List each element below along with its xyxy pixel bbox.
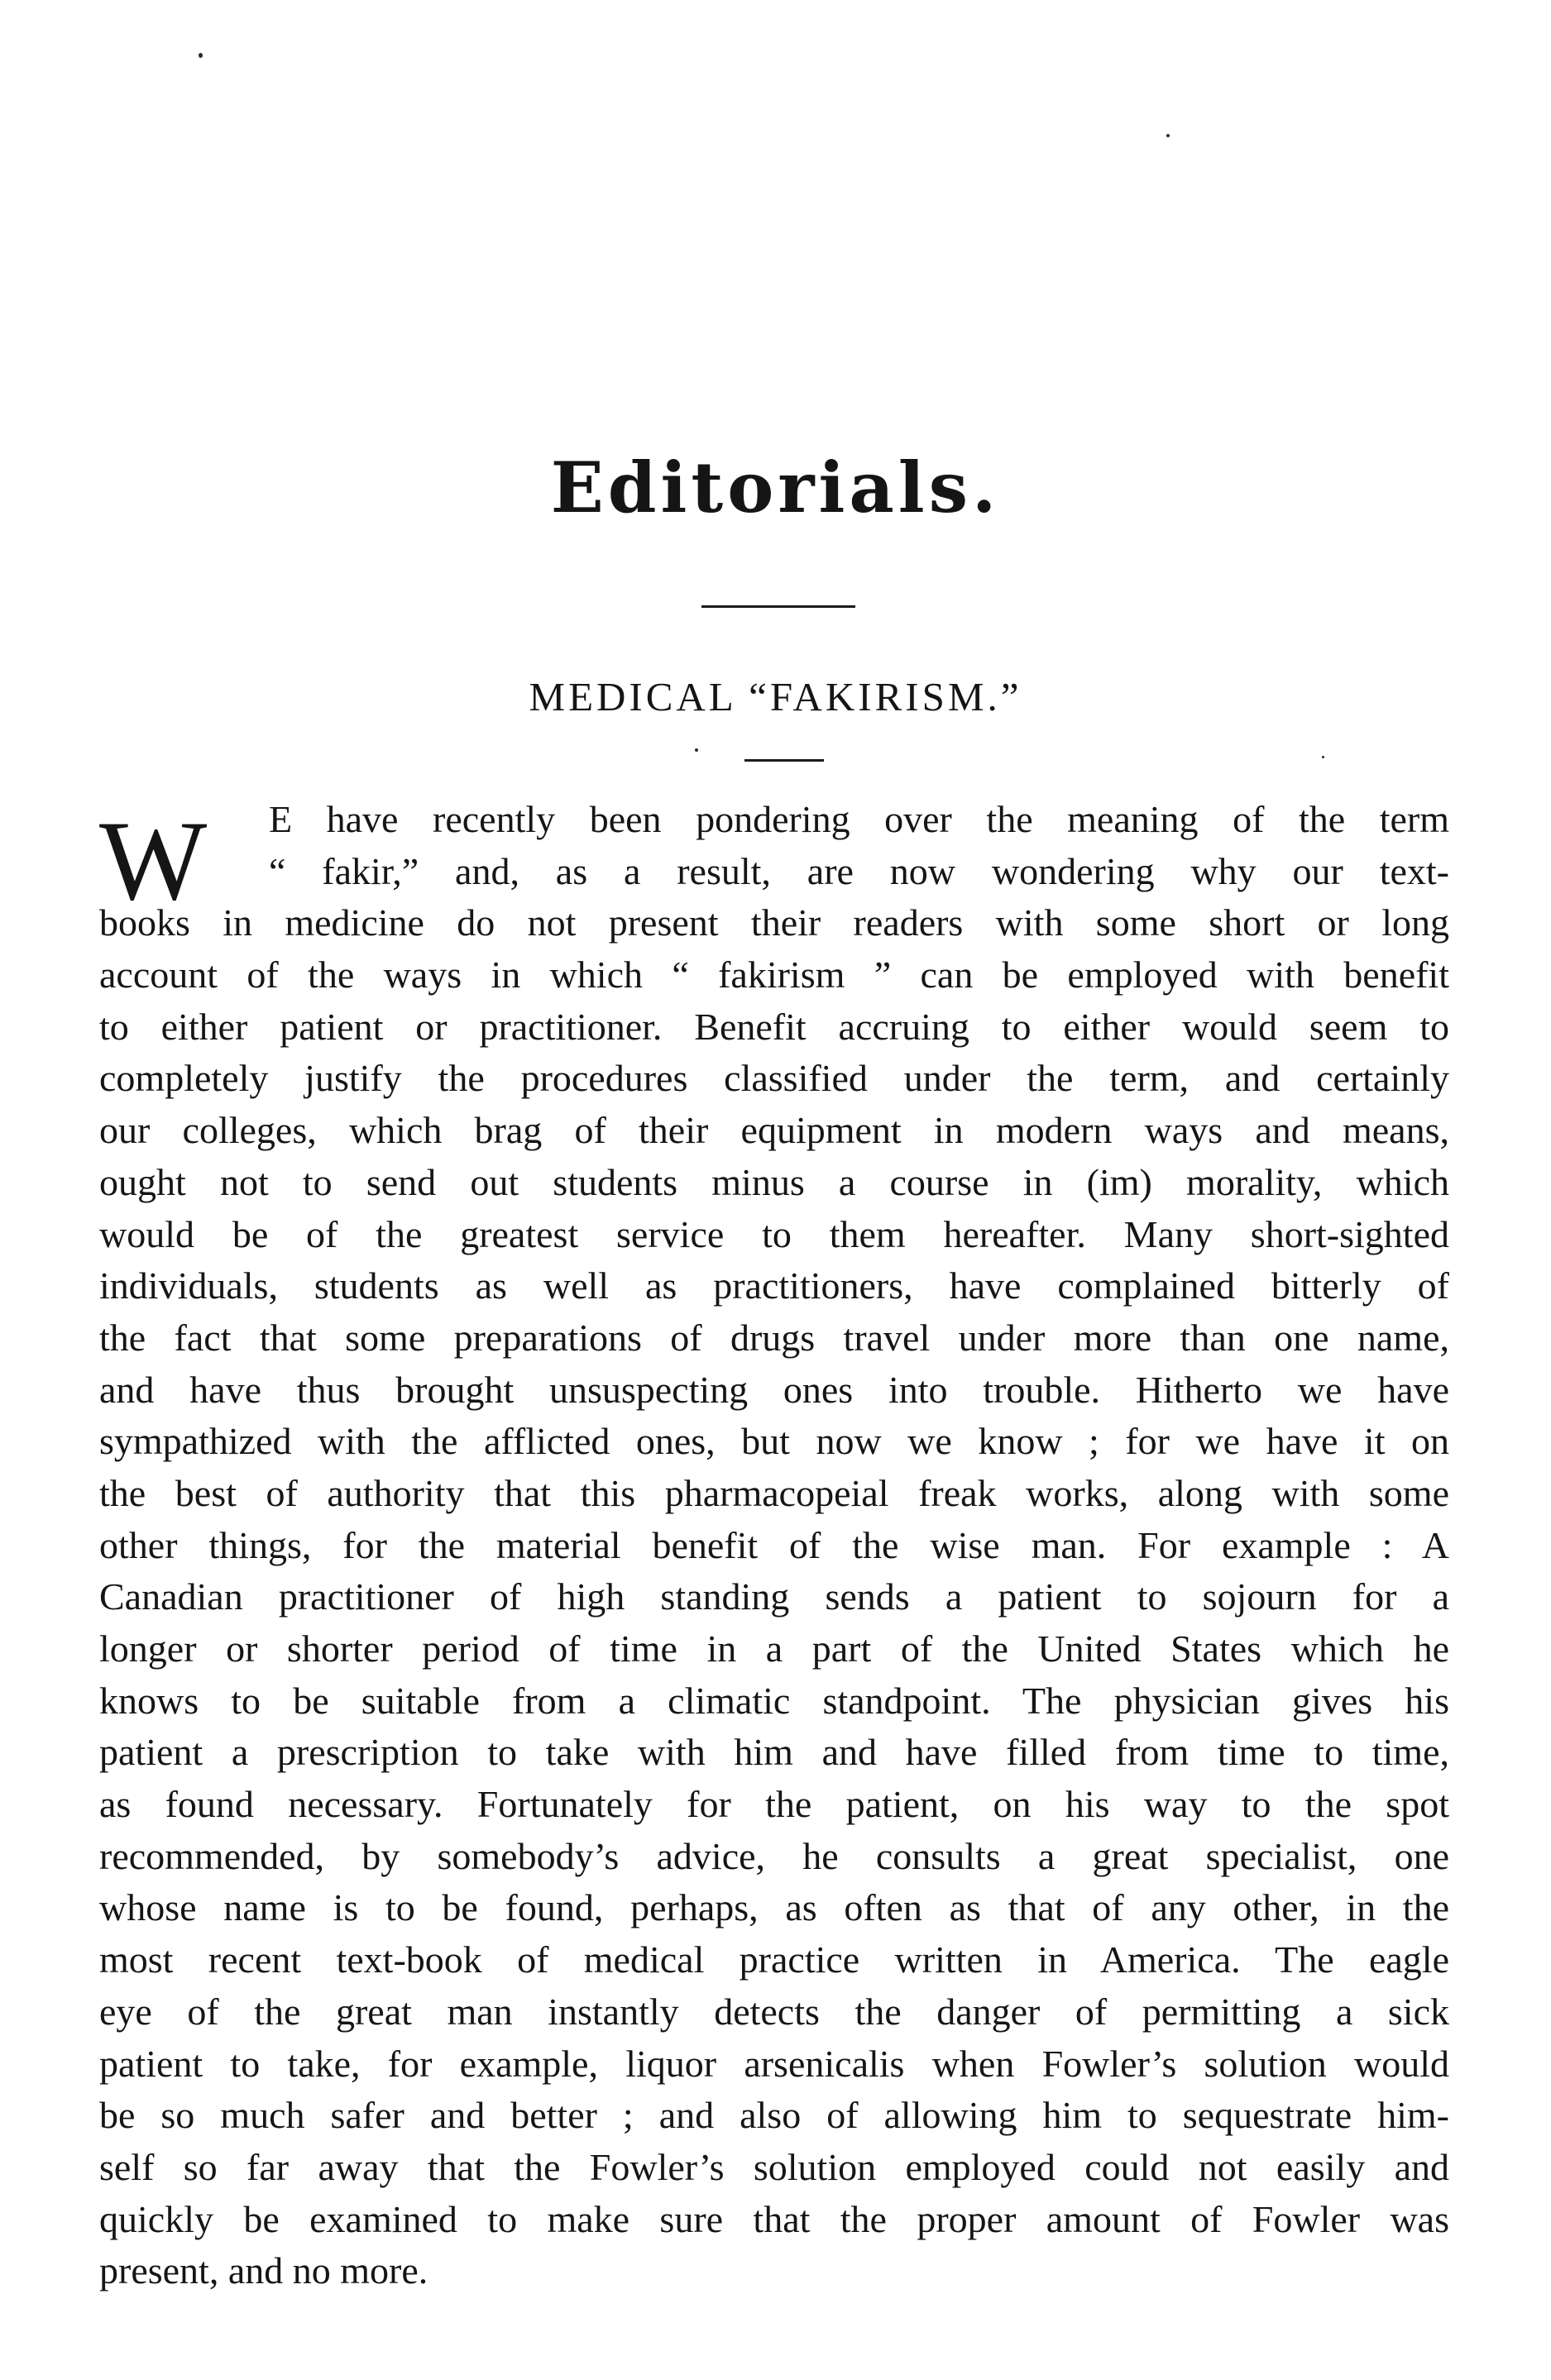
page-heading: Editorials. (550, 447, 1001, 528)
article-line: other things, for the material benefit of the wise man. For example : A (99, 1523, 1449, 1566)
article-title: MEDICAL “FAKIRISM.” (529, 674, 1022, 719)
article-line: longer or shorter period of time in a part of the United States which he (99, 1627, 1449, 1670)
article-line: patient a prescription to take with him and have filled from time to time, (99, 1731, 1449, 1774)
article-line: sympathized with the afflicted ones, but now we know ; for we have it on (99, 1420, 1449, 1463)
article-line: the best of authority that this pharmacopeial freak works, along with some (99, 1471, 1449, 1514)
article-line: our colleges, which brag of their equipment in modern ways and means, (99, 1109, 1449, 1152)
article-line: “ fakir,” and, as a result, are now wondering why our text- (269, 849, 1449, 892)
title-divider (744, 759, 824, 762)
ink-speck (1166, 134, 1170, 137)
article-line: whose name is to be found, perhaps, as often as that of any other, in the (99, 1886, 1449, 1929)
article-line: Canadian practitioner of high standing sends a patient to sojourn for a (99, 1575, 1449, 1618)
article-line: self so far away that the Fowler’s solution employed could not easily and (99, 2145, 1449, 2188)
heading-divider (701, 605, 855, 608)
article-line: ought not to send out students minus a course in (im) morality, which (99, 1160, 1449, 1203)
ink-speck (199, 53, 203, 58)
article-line: most recent text-book of medical practice written in America. The eagle (99, 1938, 1449, 1981)
article-body (99, 794, 1449, 2297)
article-line: and have thus brought unsuspecting ones into trouble. Hitherto we have (99, 1368, 1449, 1411)
article-line: as found necessary. Fortunately for the patient, on his way to the spot (99, 1783, 1449, 1826)
article-line: books in medicine do not present their readers with some short or long (99, 901, 1449, 944)
article-line: knows to be suitable from a climatic standpoint. The physician gives his (99, 1679, 1449, 1722)
article-line: quickly be examined to make sure that the proper amount of Fowler was (99, 2197, 1449, 2240)
article-line: the fact that some preparations of drugs travel under more than one name, (99, 1316, 1449, 1359)
article-line: eye of the great man instantly detects the danger of permitting a sick (99, 1990, 1449, 2033)
drop-cap: W (99, 797, 208, 924)
article-line: account of the ways in which “ fakirism ” can be employed with benefit (99, 953, 1449, 996)
article-line: individuals, students as well as practitioners, have complained bitterly of (99, 1264, 1449, 1307)
article-line: present, and no more. (99, 2249, 428, 2292)
article-line: would be of the greatest service to them hereafter. Many short-sighted (99, 1212, 1449, 1255)
article-line: patient to take, for example, liquor arsenicalis when Fowler’s solution would (99, 2042, 1449, 2085)
article-line: completely justify the procedures classified under the term, and certainly (99, 1057, 1449, 1100)
article-line: recommended, by somebody’s advice, he consults a great specialist, one (99, 1834, 1449, 1877)
ink-speck (695, 748, 698, 752)
ink-speck (1322, 756, 1324, 758)
article-line: be so much safer and better ; and also of allowing him to sequestrate him- (99, 2094, 1449, 2137)
article-line: to either patient or practitioner. Benefit accruing to either would seem to (99, 1005, 1449, 1048)
article-line: E have recently been pondering over the meaning of the term (269, 798, 1449, 840)
